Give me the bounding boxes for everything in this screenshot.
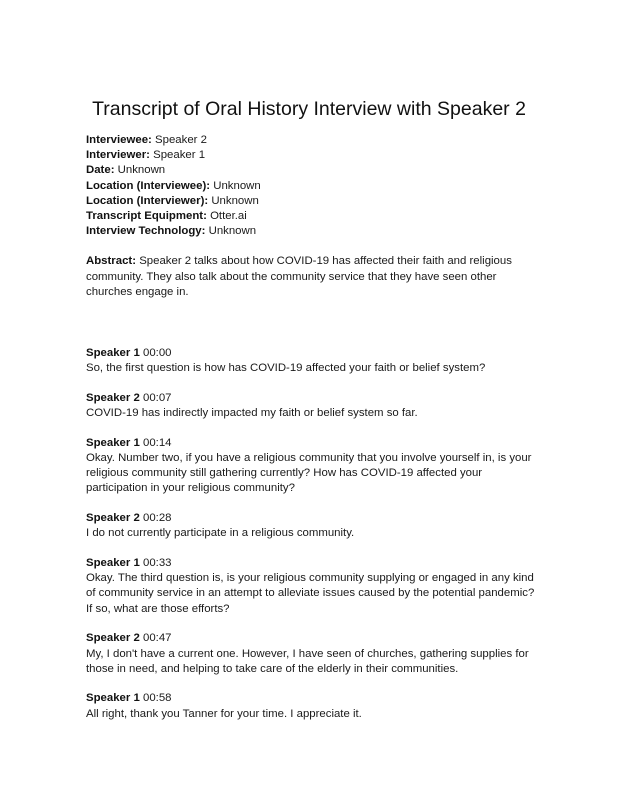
utterance-text: All right, thank you Tanner for your time. I appreciate it.	[86, 707, 362, 720]
meta-label: Interview Technology:	[86, 225, 206, 238]
speaker-name: Speaker 1	[86, 436, 140, 449]
document-body	[86, 133, 586, 736]
meta-label: Interviewer:	[86, 149, 150, 162]
timestamp: 00:47	[143, 632, 172, 645]
meta-label: Location (Interviewer):	[86, 194, 209, 207]
transcript-entry	[86, 556, 586, 617]
timestamp: 00:33	[143, 557, 172, 570]
meta-date	[86, 163, 586, 178]
meta-value: Speaker 1	[153, 149, 206, 162]
abstract-text: Speaker 2 talks about how COVID-19 has affected their faith and religious community. They also talk about the community service that they have seen other churches engage in.	[86, 255, 512, 298]
meta-value: Speaker 2	[155, 134, 207, 146]
transcript-entry	[86, 511, 586, 541]
transcript	[86, 346, 586, 722]
meta-value: Unknown	[117, 164, 166, 177]
transcript-entry	[86, 346, 586, 376]
speaker-name: Speaker 2	[86, 632, 140, 645]
meta-label: Interviewee:	[86, 134, 152, 146]
document-title: Transcript of Oral History Interview with Speaker 2	[92, 98, 526, 120]
meta-transcript-equipment	[86, 209, 586, 224]
speaker-name: Speaker 1	[86, 557, 140, 570]
transcript-entry	[86, 391, 586, 421]
speaker-name: Speaker 2	[86, 391, 140, 404]
meta-value: Unknown	[208, 225, 257, 238]
utterance-text: Okay. Number two, if you have a religious community that you involve yourself in, is your religious community still gathering currently? How has COVID-19 affected your participation in your religious community?	[86, 452, 532, 495]
meta-location-interviewer	[86, 194, 586, 209]
meta-value: Otter.ai	[210, 210, 247, 223]
timestamp: 00:58	[143, 692, 172, 705]
meta-label: Date:	[86, 164, 115, 177]
meta-label: Transcript Equipment:	[86, 210, 207, 223]
meta-interviewer	[86, 148, 586, 163]
timestamp: 00:07	[143, 391, 172, 404]
meta-interviewee	[86, 133, 586, 148]
abstract	[86, 254, 586, 300]
timestamp: 00:28	[143, 512, 172, 525]
utterance-text: COVID-19 has indirectly impacted my faith or belief system so far.	[86, 407, 418, 420]
transcript-entry	[86, 436, 586, 497]
speaker-name: Speaker 2	[86, 512, 140, 525]
utterance-text: Okay. The third question is, is your religious community supplying or engaged in any kind of community service in an attempt to alleviate issues caused by the potential pandemic? If so, what are those efforts?	[86, 572, 535, 615]
abstract-label: Abstract:	[86, 255, 137, 268]
transcript-entry	[86, 691, 586, 721]
utterance-text: So, the first question is how has COVID-19 affected your faith or belief system?	[86, 362, 486, 375]
speaker-name: Speaker 1	[86, 347, 140, 360]
meta-location-interviewee	[86, 179, 586, 194]
meta-label: Location (Interviewee):	[86, 179, 211, 192]
speaker-name: Speaker 1	[86, 692, 140, 705]
meta-value: Unknown	[211, 194, 259, 207]
interview-metadata	[86, 133, 586, 239]
utterance-text: I do not currently participate in a religious community.	[86, 527, 355, 540]
timestamp: 00:00	[143, 347, 172, 360]
meta-interview-technology	[86, 224, 586, 239]
utterance-text: My, I don't have a current one. However, I have seen of churches, gathering supplies for those in need, and helping to take care of the elderly in their communities.	[86, 647, 529, 675]
timestamp: 00:14	[143, 436, 172, 449]
meta-value: Unknown	[213, 179, 261, 192]
transcript-entry	[86, 631, 586, 677]
